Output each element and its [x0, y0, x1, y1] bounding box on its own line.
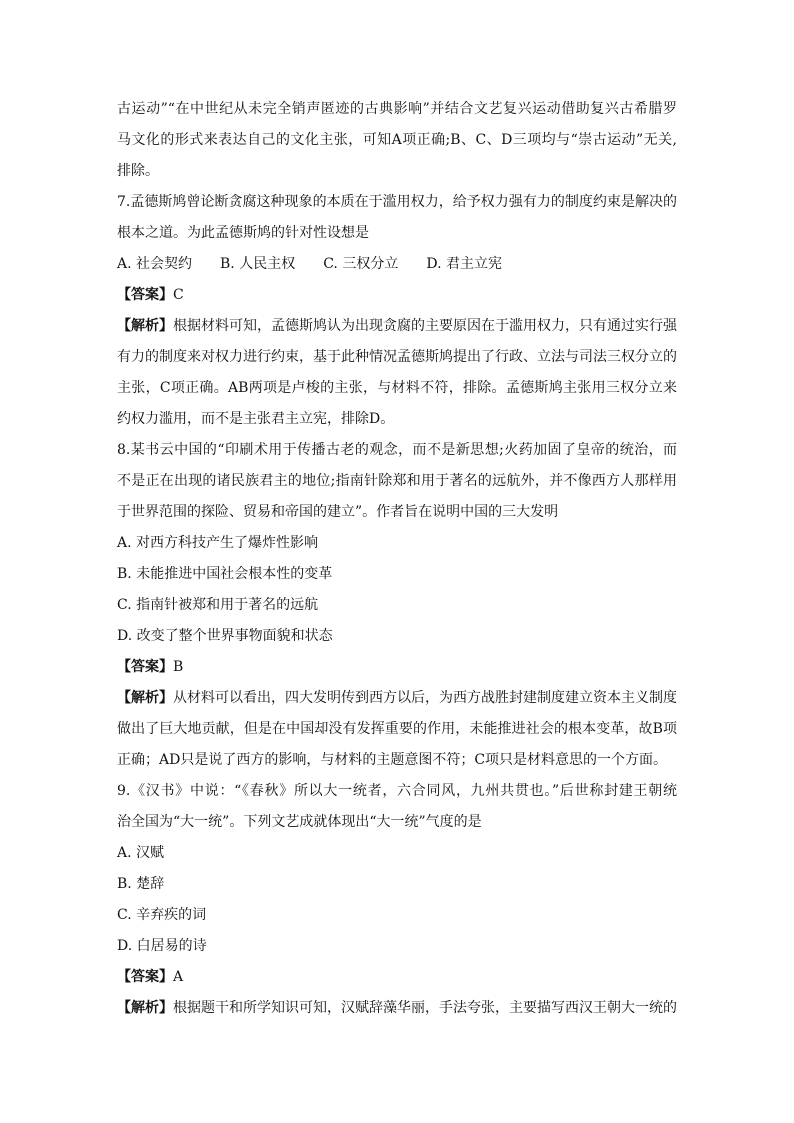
- answer-tag: 【答案】: [117, 287, 173, 303]
- answer-line: [117, 652, 677, 683]
- answer-value: C: [173, 287, 184, 303]
- option-a: A. 对西方科技产生了爆炸性影响: [117, 535, 319, 551]
- question-9-stem: 治全国为“大一统”。下列文艺成就体现出“大一统”气度的是: [117, 814, 482, 830]
- option-a: A. 社会契约: [117, 256, 193, 272]
- answer-line: [117, 280, 677, 311]
- analysis-line: 约权力滥用，而不是主张君主立宪，排除D。: [117, 411, 395, 427]
- option-c: C. 辛弃疾的词: [117, 907, 207, 923]
- analysis-line: [117, 993, 677, 1024]
- text-line: 古运动”“在中世纪从未完全销声匿迹的古典影响”并结合文艺复兴运动借助复兴古希腊罗: [117, 101, 677, 117]
- analysis-text: 从材料可以看出，四大发明传到西方以后，为西方战胜封建制度建立资本主义制度: [173, 690, 677, 706]
- analysis-line: 做出了巨大地贡献，但是在中国却没有发挥重要的作用，未能推进社会的根本变革，故B项: [117, 721, 677, 737]
- question-8-stem: 不是正在出现的诸民族君主的地位;指南针除郑和用于著名的远航外，并不像西方人那样用: [117, 473, 677, 489]
- question-9-stem: 9.《汉书》中说：“《春秋》所以大一统者，六合同风，九州共贯也。”后世称封建王朝统: [117, 783, 677, 799]
- option-c: C. 三权分立: [323, 256, 399, 272]
- option-c: C. 指南针被郑和用于著名的远航: [117, 597, 319, 613]
- answer-tag: 【答案】: [117, 659, 173, 675]
- question-8-stem: 于世界范围的探险、贸易和帝国的建立”。作者旨在说明中国的三大发明: [117, 504, 559, 520]
- document-page: [117, 94, 677, 1024]
- analysis-line: [117, 683, 677, 714]
- option-b: B. 人民主权: [220, 256, 296, 272]
- analysis-text: 根据材料可知，孟德斯鸠认为出现贪腐的主要原因在于滥用权力，只有通过实行强: [173, 318, 677, 334]
- answer-tag: 【答案】: [117, 969, 173, 985]
- question-7-stem: 7.孟德斯鸠曾论断贪腐这种现象的本质在于滥用权力，给予权力强有力的制度约束是解决的: [117, 194, 677, 210]
- analysis-tag: 【解析】: [117, 690, 173, 706]
- analysis-tag: 【解析】: [117, 318, 173, 334]
- analysis-tag: 【解析】: [117, 1000, 173, 1016]
- option-a: A. 汉赋: [117, 845, 165, 861]
- answer-value: B: [173, 659, 184, 675]
- option-d: D. 君主立宪: [426, 256, 502, 272]
- answer-line: [117, 962, 677, 993]
- option-b: B. 未能推进中国社会根本性的变革: [117, 566, 333, 582]
- analysis-line: 正确；AD只是说了西方的影响，与材料的主题意图不符；C项只是材料意思的一个方面。: [117, 752, 668, 768]
- analysis-line: 主张，C项正确。AB两项是卢梭的主张，与材料不符，排除。孟德斯鸠主张用三权分立来: [117, 380, 677, 396]
- analysis-text: 根据题干和所学知识可知，汉赋辞藻华丽，手法夸张，主要描写西汉王朝大一统的: [173, 1000, 677, 1016]
- question-8-stem: 8.某书云中国的“印刷术用于传播古老的观念，而不是新思想;火药加固了皇帝的统治，而: [117, 442, 677, 458]
- answer-value: A: [173, 969, 184, 985]
- question-7-options: [117, 249, 677, 280]
- question-7-stem: 根本之道。为此孟德斯鸠的针对性设想是: [117, 225, 369, 241]
- option-b: B. 楚辞: [117, 876, 165, 892]
- option-d: D. 改变了整个世界事物面貌和状态: [117, 628, 333, 644]
- text-line: 马文化的形式来表达自己的文化主张，可知A项正确;B、C、D三项均与“崇古运动”无关,: [117, 132, 677, 148]
- text-line: 排除。: [117, 163, 159, 179]
- analysis-line: 有力的制度来对权力进行约束，基于此种情况孟德斯鸠提出了行政、立法与司法三权分立的: [117, 349, 677, 365]
- option-d: D. 白居易的诗: [117, 938, 207, 954]
- analysis-line: [117, 311, 677, 342]
